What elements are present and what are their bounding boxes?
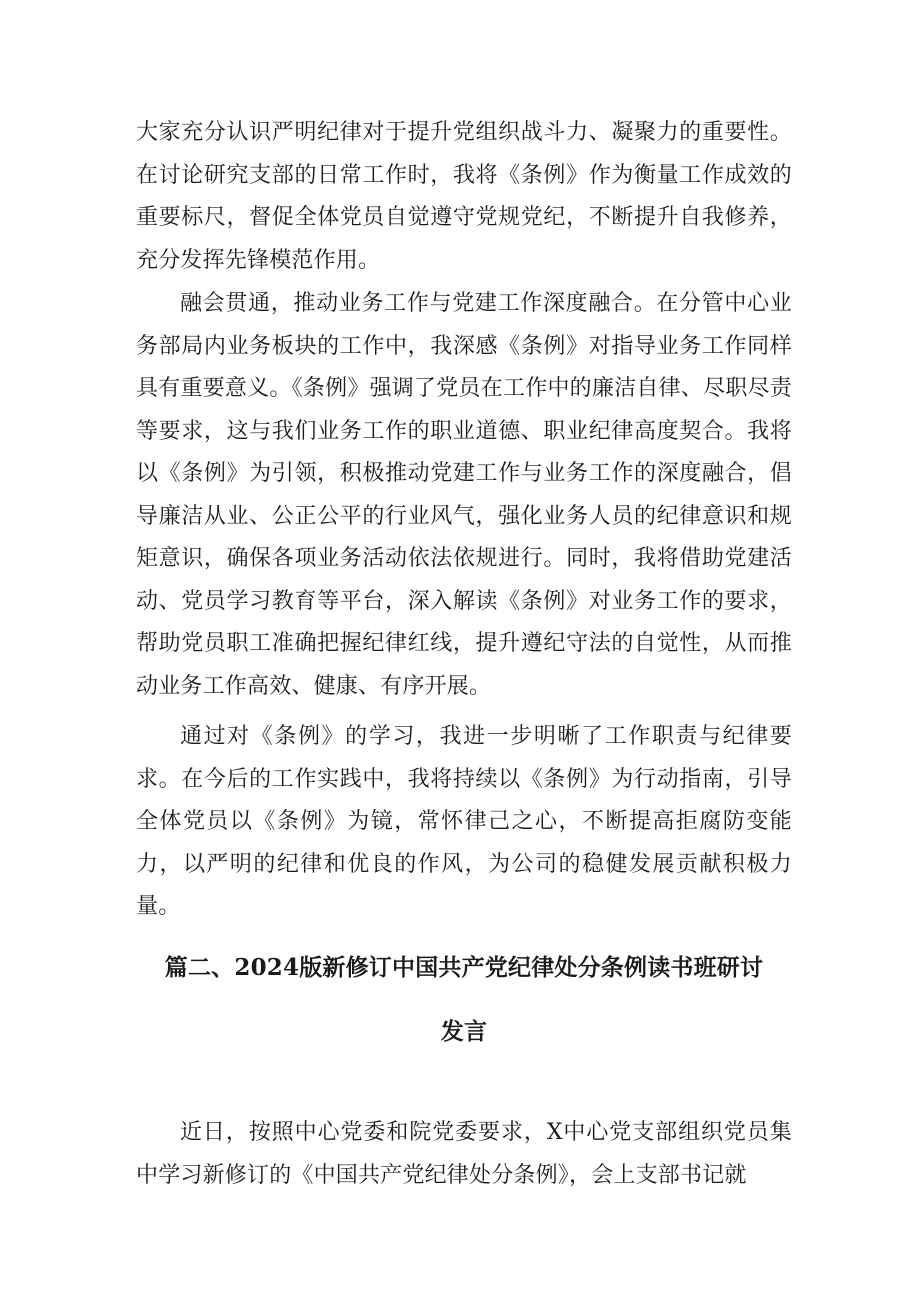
body-paragraph: 大家充分认识严明纪律对于提升党组织战斗力、凝聚力的重要性。在讨论研究支部的日常工作时，我将《条例》作为衡量工作成效的重要标尺，督促全体党员自觉遵守党规党纪，不断提升自我修养，充分发挥先锋模范作用。 [136, 120, 792, 273]
body-paragraph: 融会贯通，推动业务工作与党建工作深度融合。在分管中心业务部局内业务板块的工作中，我深感《条例》对指导业务工作同样具有重要意义。《条例》强调了党员在工作中的廉洁自律、尽职尽责等要求，这与我们业务工作的职业道德、职业纪律高度契合。我将以《条例》为引领，积极推动党建工作与业务工作的深度融合，倡导廉洁从业、公正公平的行业风气，强化业务人员的纪律意识和规矩意识，确保各项业务活动依法依规进行。同时，我将借助党建活动、党员学习教育等平台，深入解读《条例》对业务工作的要求，帮助党员职工准确把握纪律红线，提升遵纪守法的自觉性，从而推动业务工作高效、健康、有序开展。 [136, 291, 792, 699]
body-paragraph: 近日，按照中心党委和院党委要求，X中心党支部组织党员集中学习新修订的《中国共产党纪律处分条例》，会上支部书记就 [136, 1120, 792, 1188]
section-heading-line: 发言 [440, 1018, 488, 1045]
body-paragraph: 通过对《条例》的学习，我进一步明晰了工作职责与纪律要求。在今后的工作实践中，我将持续以《条例》为行动指南，引导全体党员以《条例》为镜，常怀律己之心，不断提高拒腐防变能力，以严明的纪律和优良的作风，为公司的稳健发展贡献积极力量。 [136, 724, 792, 919]
section-heading-line: 篇二、2024版新修订中国共产党纪律处分条例读书班研讨 [164, 954, 764, 981]
section-heading [136, 936, 792, 1064]
